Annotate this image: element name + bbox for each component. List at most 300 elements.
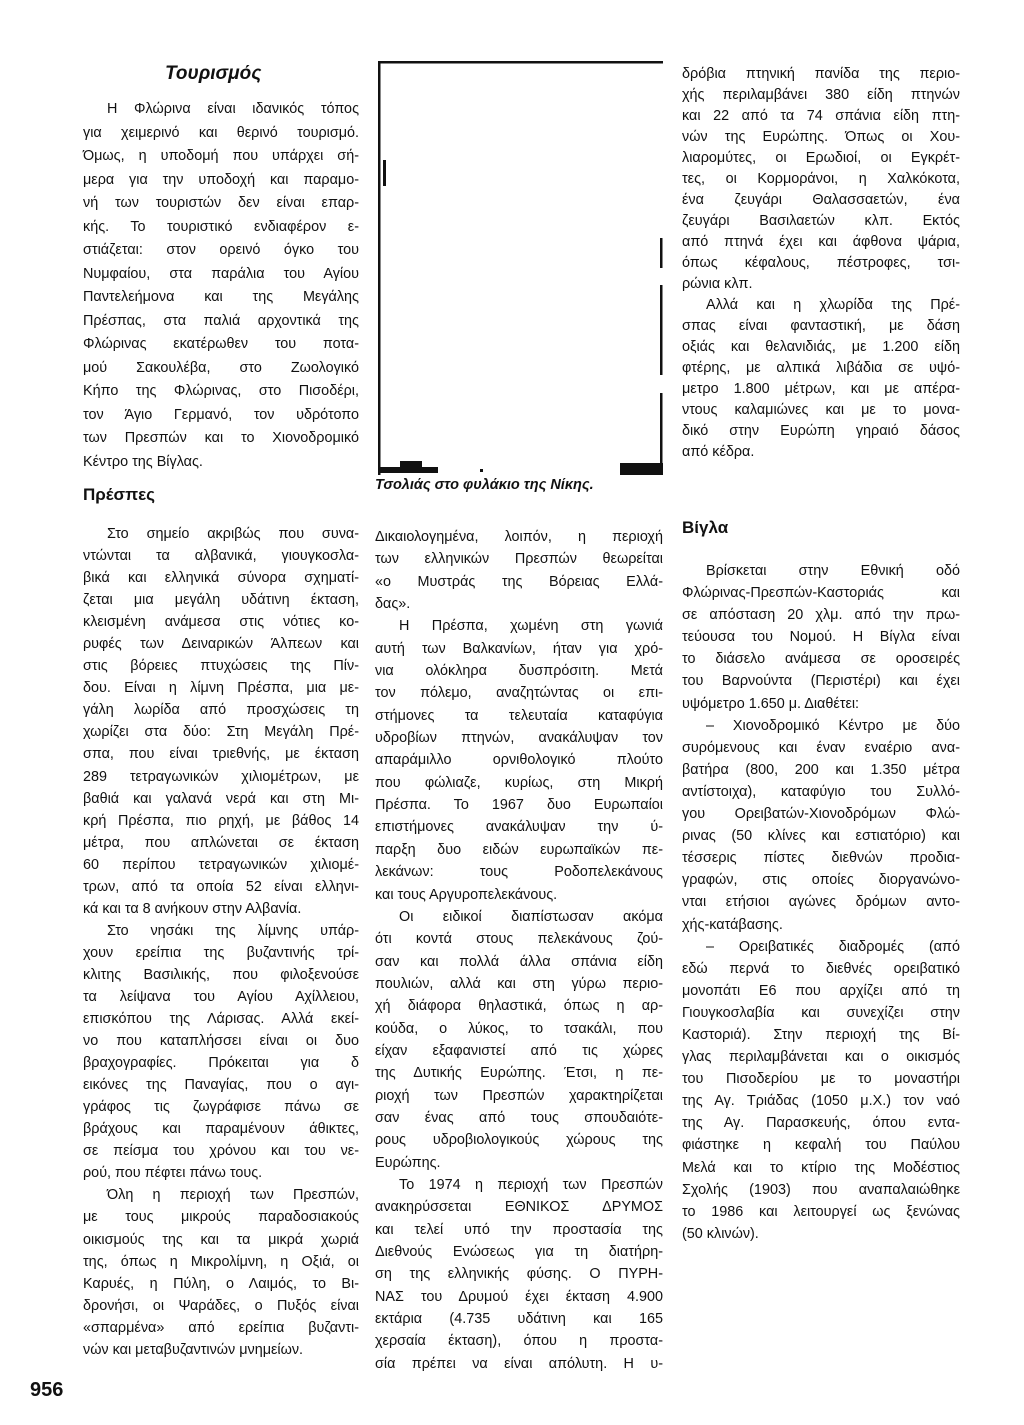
text-line-text: Βρίσκεται στην Εθνική οδό [706, 563, 960, 579]
text-line [375, 1062, 663, 1084]
text-line-text: Φλώρινας εκατέρωθεν του ποτα- [83, 336, 359, 352]
paragraph [682, 936, 960, 1245]
text-line-text: σπα, που είναι τριεθνής, με έκταση [83, 746, 359, 763]
text-line-text: δας». [375, 596, 411, 613]
text-line-text: τρων, από τα οποία 52 είναι ελληνι- [83, 878, 359, 895]
text-line [682, 1223, 960, 1245]
text-line [682, 85, 960, 106]
text-line [682, 232, 960, 253]
text-line-text: βικά και ελληνικά σύνορα σχηματί- [83, 570, 359, 587]
text-line [83, 920, 359, 942]
text-line-text: χής-κατάβασης. [682, 916, 783, 933]
text-line-text: νται ετήσιοι αγώνες δρόμων αντο- [682, 894, 960, 911]
text-line-text: δου. Είναι η λίμνη Πρέσπα, μια με- [83, 680, 359, 697]
text-line [375, 593, 663, 615]
text-line-text: εδώ περνά το διεθνές ορειβατικό [682, 960, 960, 977]
text-line [375, 906, 663, 928]
text-line-text: κλιτης Βασιλικής, που φιλοξενούσε [83, 966, 359, 983]
paragraph [83, 98, 359, 474]
text-line [682, 442, 960, 463]
text-line [83, 677, 359, 699]
page-number: 956 [30, 1379, 64, 1401]
text-line [83, 216, 359, 240]
text-line [375, 1174, 663, 1196]
text-line [83, 942, 359, 964]
text-line-text: τες, οι Κορμοράνοι, η Χαλκόκοτα, [682, 171, 960, 187]
text-line [682, 64, 960, 85]
text-line [682, 316, 960, 337]
text-line-text: ριοχή των Πρεσπών χαρακτηρίζεται [375, 1087, 663, 1104]
text-line [375, 1241, 663, 1263]
text-line-text: της Αγ. Τριάδας (1050 μ.Χ.) τον ναό [682, 1093, 960, 1110]
text-line-text: παρξη δυο ειδών ευρωπαϊκών πε- [375, 841, 663, 858]
text-line [83, 1096, 359, 1118]
text-line-text: γάλη λωρίδα από προσχώσεις τη [83, 702, 359, 719]
text-line-text: υδροβίων πτηνών, ανακάλυψαν τον [375, 730, 663, 747]
text-line-text: συρόμενους και έναν εναέριο ανα- [682, 739, 960, 756]
text-line-text: ρυφές των Δειναρικών Άλπεων και [83, 636, 359, 653]
text-line-text: από πτηνά έχει και άφθονα ψάρια, [682, 234, 960, 250]
text-line-text: Αλλά και η χλωρίδα της Πρέ- [706, 297, 960, 313]
text-line [682, 1201, 960, 1223]
text-line-text: (50 κλινών). [682, 1225, 759, 1242]
text-line-text: σε απόσταση 20 χλμ. από την πρω- [682, 607, 960, 624]
text-line [682, 648, 960, 670]
text-line-text: Πρέσπας, στα παλιά αρχοντικά της [83, 312, 359, 329]
text-line [83, 766, 359, 788]
text-line-text: βράχους και παραμένουν άθικτες, [83, 1121, 359, 1138]
text-line [83, 145, 359, 169]
text-line [375, 1152, 663, 1174]
section-heading-prespes: Πρέσπες [83, 485, 156, 504]
text-line-text: της Αγ. Παρασκευής, όπου εντα- [682, 1115, 960, 1132]
text-line [375, 951, 663, 973]
text-line [682, 1024, 960, 1046]
text-line [682, 759, 960, 781]
text-line [83, 1140, 359, 1162]
text-line [375, 1018, 663, 1040]
text-line-text: βραχογραφίες. Πρόκειται για δ [83, 1055, 359, 1072]
text-line [83, 122, 359, 146]
text-line [83, 357, 359, 381]
text-line [375, 1040, 663, 1062]
text-line-text: Όλη η περιοχή των Πρεσπών, [107, 1187, 359, 1204]
text-line [375, 1219, 663, 1241]
text-line [682, 106, 960, 127]
text-line [83, 523, 359, 545]
text-line-text: των Πρεσπών και το Χιονοδρομικό [83, 430, 359, 446]
text-line [83, 1206, 359, 1228]
text-line-text: 60 περίπου τετραγωνικών χιλιομέ- [83, 856, 359, 873]
text-line-text: νή των τουριστών δεν είναι επαρ- [83, 195, 359, 211]
vigla-text [682, 560, 960, 1245]
text-line-text: κής. Το τουριστικό ενδιαφέρον ε- [83, 218, 359, 235]
paragraph [375, 615, 663, 905]
text-line-text: Γιουγκοσλαβία και συνεχίζει στην [682, 1004, 960, 1021]
text-line-text: ότι κοντά στους πελεκάνους ζού- [375, 931, 663, 948]
text-line [375, 772, 663, 794]
text-line-text: κούδα, ο λύκος, το τσακάλι, που [375, 1020, 663, 1037]
text-line-text: μονοπάτι Ε6 που αρχίζει από τη [682, 982, 960, 999]
text-line [682, 379, 960, 400]
text-line [682, 670, 960, 692]
text-line-text: επιστήμονες ανακάλυψαν την ύ- [375, 819, 663, 836]
text-line [83, 1030, 359, 1052]
text-line-text: που φώλιαζε, κυρίως, στη Μικρή [375, 774, 663, 791]
text-line-text: ζευγάρι Βασιλαετών κλπ. Εκτός [682, 213, 960, 229]
paragraph [375, 906, 663, 1174]
prespes-text [83, 523, 359, 1361]
text-line [682, 358, 960, 379]
text-line-text: δρονήσι, οι Ψαράδες, ο Πυξός είναι [83, 1297, 359, 1314]
text-line [682, 803, 960, 825]
text-line [682, 737, 960, 759]
text-line-text: ρους υδροβιολογικούς χώρους της [375, 1132, 663, 1149]
text-line [83, 743, 359, 765]
text-line-text: λιαρομύτες, οι Ερωδιοί, οι Εγκρέτ- [682, 150, 960, 166]
text-line [83, 192, 359, 216]
text-line-text: λεκάνων: τους Ροδοπελεκάνους [375, 864, 663, 881]
text-line-text: και τους Αργυροπελεκάνους. [375, 886, 558, 903]
text-line [83, 333, 359, 357]
text-line-text: σία πρέπει να είναι απόλυτη. Η υ- [375, 1355, 663, 1372]
paragraph [682, 560, 960, 715]
text-line [83, 1052, 359, 1074]
text-line-text: υψόμετρο 1.650 μ. Διαθέτει: [682, 695, 860, 712]
text-line-text: σαν και πολλά άλλα σπάνια είδη [375, 953, 663, 970]
text-line-text: αυτή των Βαλκανίων, ήταν για χρό- [375, 640, 663, 657]
text-line-text: απαράμιλλο ορνιθολογικό πλούτο [375, 752, 663, 769]
text-line-text: της, όπως η Μικρολίμνη, η Οξιά, οι [83, 1253, 359, 1270]
text-line-text: αντίστοιχα), καταφύγιο του Συλλό- [682, 783, 960, 800]
text-line [682, 253, 960, 274]
text-line [83, 1273, 359, 1295]
text-line-text: Στο σημείο ακριβώς που συνα- [107, 526, 359, 542]
text-line-text: στις βόρειες πτυχώσεις της Πίν- [83, 658, 359, 675]
text-line [682, 127, 960, 148]
text-line [682, 825, 960, 847]
text-line [83, 1074, 359, 1096]
text-line [83, 263, 359, 287]
text-line [83, 832, 359, 854]
text-line [682, 1134, 960, 1156]
text-line-text: από κέδρα. [682, 444, 755, 460]
text-line [375, 816, 663, 838]
text-line-text: κά και τα 8 ανήκουν στην Αλβανία. [83, 900, 302, 917]
paragraph [682, 295, 960, 463]
text-line [375, 727, 663, 749]
text-line [83, 788, 359, 810]
text-line [682, 169, 960, 190]
text-line [83, 567, 359, 589]
text-line-text: είχαν εξαφανιστεί από τις χώρες [375, 1042, 663, 1059]
text-line [682, 190, 960, 211]
text-line [682, 560, 960, 582]
text-line [83, 1229, 359, 1251]
paragraph [375, 1174, 663, 1375]
text-line-text: σε πείσμα του χρόνου και του νε- [83, 1143, 359, 1160]
text-line [83, 310, 359, 334]
text-line [83, 721, 359, 743]
text-line-text: γραφών, στις οποίες διοργανώνο- [682, 872, 960, 889]
text-line-text: γλας περιλαμβάνεται και ο οικισμός [682, 1049, 960, 1066]
text-line [375, 1129, 663, 1151]
paragraph [682, 715, 960, 936]
text-line [682, 274, 960, 295]
text-line [682, 1112, 960, 1134]
text-line-text: Το 1974 η περιοχή των Πρεσπών [399, 1176, 663, 1193]
text-line [682, 1046, 960, 1068]
paragraph [682, 64, 960, 295]
text-line-text: ντους καλαμιώνες και με το μονα- [682, 402, 960, 418]
text-line-text: – Χιονοδρομικό Κέντρο με δύο [706, 717, 960, 734]
text-line [83, 611, 359, 633]
paragraph [375, 526, 663, 615]
tourism-text [83, 98, 359, 474]
text-line-text: βατήρα (800, 200 και 1.350 μέτρα [682, 761, 960, 778]
text-line [375, 1107, 663, 1129]
text-line-text: με τους μικρούς παραδοσιακούς [83, 1209, 359, 1226]
text-line [682, 891, 960, 913]
text-line [375, 548, 663, 570]
text-line [682, 914, 960, 936]
text-line-text: Διεθνούς Ενώσεως για τη διατήρη- [375, 1244, 663, 1260]
text-line [375, 615, 663, 637]
text-line [83, 589, 359, 611]
text-line [83, 633, 359, 655]
text-line-text: όπως κέφαλους, πέστροφες, τσι- [682, 255, 960, 271]
text-line [682, 1179, 960, 1201]
text-line-text: στιάζεται: στον ορεινό όγκο του [83, 242, 359, 258]
text-line [375, 749, 663, 771]
middle-column-text [375, 526, 663, 1375]
text-line [83, 1118, 359, 1140]
text-line-text: γου Ορειβατών-Χιονοδρόμων Φλώ- [682, 806, 960, 823]
text-line [83, 810, 359, 832]
text-line [682, 781, 960, 803]
text-line [375, 638, 663, 660]
text-line [682, 626, 960, 648]
text-line [83, 1339, 359, 1361]
text-line-text: μερα για την υποδοχή και παραμο- [83, 171, 359, 188]
photo-frame [378, 61, 663, 475]
text-line-text: ζεται μια μεγάλη υδάτινη έκταση, [83, 592, 359, 609]
text-line-text: Κέντρο της Βίγλας. [83, 453, 203, 470]
text-line [682, 980, 960, 1002]
text-line-text: χή διάφορα θηλαστικά, όπως η αρ- [375, 998, 663, 1015]
text-line [682, 869, 960, 891]
text-line [682, 693, 960, 715]
text-line-text: χουν ερείπια της βυζαντινής τρί- [83, 944, 359, 961]
text-line [83, 239, 359, 263]
text-line [375, 1085, 663, 1107]
text-line [375, 1263, 663, 1285]
text-line-text: 289 τετραγωνικών χιλιομέτρων, με [83, 768, 359, 785]
text-line-text: του Πισοδερίου με το μοναστήρι [682, 1071, 960, 1088]
text-line [83, 854, 359, 876]
text-line [682, 936, 960, 958]
text-line-text: «σπαρμένα» από ερείπια βυζαντι- [83, 1319, 359, 1336]
section-heading-vigla: Βίγλα [682, 518, 729, 537]
text-line-text: φιάστηκε η κεφαλή του Παύλου [682, 1137, 960, 1154]
text-line-text: στήμονες τα τελευταία καταφύγια [375, 707, 663, 724]
text-line-text: τεύουσα του Νομού. Η Βίγλα είναι [682, 629, 960, 646]
text-line [375, 526, 663, 548]
text-line [682, 604, 960, 626]
text-line-text: το διάσελο ανάμεσα σε οροσειρές [682, 651, 960, 668]
text-line-text: Η Φλώρινα είναι ιδανικός τόπος [107, 101, 359, 117]
text-line-text: ένα ζευγάρι Θαλασσαετών, ένα [682, 192, 960, 208]
text-line [83, 655, 359, 677]
text-line-text: μετρο 1.800 μέτρων, και με απέρα- [682, 381, 960, 397]
text-line-text: εκτάρια (4.735 υδάτινη και 165 [375, 1311, 663, 1328]
text-line [83, 286, 359, 310]
text-line-text: Νυμφαίου, στα παράλια του Αγίου [83, 265, 359, 282]
text-line-text: και 22 από τα 74 σπάνια είδη πτη- [682, 108, 960, 124]
text-line [682, 1157, 960, 1179]
text-line-text: κρή Πρέσπα, πιο ρηχή, με βάθος 14 [83, 812, 359, 829]
text-line [375, 1286, 663, 1308]
text-line-text: Ευρώπης. [375, 1154, 441, 1171]
photo-caption: Τσολιάς στο φυλάκιο της Νίκης. [375, 477, 594, 493]
text-line-text: κλεισμένη ανάμεσα στις νότιες κο- [83, 614, 359, 631]
text-line [375, 928, 663, 950]
text-line-text: Στο νησάκι της λίμνης υπάρ- [107, 922, 359, 939]
text-line [682, 400, 960, 421]
text-line [83, 1008, 359, 1030]
text-line [83, 169, 359, 193]
text-line-text: Μελά και το κτίριο της Μοδέστιος [682, 1159, 960, 1176]
text-line-text: τα λείψανα του Αγίου Αχίλλειου, [83, 988, 359, 1005]
text-line [682, 958, 960, 980]
text-line-text: φτέρης, με αλπικά λιβάδια σε υψό- [682, 360, 960, 376]
text-line [682, 337, 960, 358]
text-line-text: ανακηρύσσεται ΕΘΝΙΚΟΣ ΔΡΥΜΟΣ [375, 1199, 663, 1216]
text-line [682, 582, 960, 604]
text-line [83, 98, 359, 122]
section-heading-tourism: Τουρισμός [165, 63, 262, 84]
text-line [83, 380, 359, 404]
text-line-text: Καρυές, η Πύλη, ο Λαιμός, το Βι- [83, 1275, 359, 1292]
text-line-text: ρινας (50 κλίνες και εστιατόριο) και [682, 828, 960, 845]
text-line [682, 421, 960, 442]
text-line [83, 451, 359, 475]
text-line-text: του Βαρνούντα (Περιστέρι) και έχει [682, 673, 960, 690]
text-line [375, 794, 663, 816]
text-line-text: ντώνται τα αλβανικά, γιουγκοσλα- [83, 548, 359, 565]
text-line [682, 847, 960, 869]
text-line [375, 973, 663, 995]
right-column-text [682, 64, 960, 463]
paragraph [83, 920, 359, 1185]
text-line-text: σαν ένας από τους σπουδαιότε- [375, 1109, 663, 1126]
text-line-text: μού Σακουλέβα, στο Ζωολογικό [83, 359, 359, 376]
text-line-text: ρώνια κλπ. [682, 276, 753, 292]
text-line-text: Δικαιολογημένα, λοιπόν, η περιοχή [375, 529, 663, 545]
text-line [83, 876, 359, 898]
text-line-text: Σχολής (1903) που αναπαλαιώθηκε [682, 1181, 960, 1198]
text-line [375, 660, 663, 682]
text-line [83, 1251, 359, 1273]
text-line-text: Όμως, η υποδομή που υπάρχει σή- [83, 148, 359, 164]
paragraph [83, 1184, 359, 1360]
text-line-text: της Δυτικής Ευρώπης. Έτσι, η πε- [375, 1065, 663, 1082]
text-line-text: τον πόλεμο, αναζητώντας οι επι- [375, 685, 663, 702]
text-line [83, 1162, 359, 1184]
text-line-text: επισκόπου της Λάρισας. Αλλά εκεί- [83, 1011, 359, 1028]
text-line-text: το 1986 και λειτουργεί ως ξενώνας [682, 1203, 960, 1220]
text-line-text: νών της Ευρώπης. Όπως οι Χου- [682, 129, 960, 145]
text-line-text: ρού, που πέφτει πάνω τους. [83, 1165, 263, 1182]
text-line [83, 699, 359, 721]
text-line [682, 1002, 960, 1024]
text-line-text: και τελεί υπό την προστασία της [375, 1221, 663, 1238]
paragraph [83, 523, 359, 920]
text-line-text: Καστοριά). Στην περιοχή της Βί- [682, 1026, 960, 1043]
text-line [83, 404, 359, 428]
text-line [375, 861, 663, 883]
text-line-text: μέτρα, που απλώνεται σε έκταση [83, 834, 359, 851]
text-line-text: «ο Μυστράς της Βόρειας Ελλά- [375, 573, 663, 590]
text-line [375, 884, 663, 906]
text-line [83, 1317, 359, 1339]
text-line-text: των ελληνικών Πρεσπών θεωρείται [375, 551, 663, 568]
text-line-text: ΝΑΣ του Δρυμού έχει έκταση 4.900 [375, 1288, 663, 1305]
text-line-text: Οι ειδικοί διαπίστωσαν ακόμα [399, 908, 663, 925]
text-line [682, 211, 960, 232]
text-line [375, 839, 663, 861]
text-line [375, 1353, 663, 1375]
text-line [375, 1308, 663, 1330]
text-line [375, 1330, 663, 1352]
text-line-text: δρόβια πτηνική πανίδα της περιο- [682, 66, 960, 82]
text-line-text: βαθιά και γαλανά νερά και στη Μι- [83, 790, 359, 807]
text-line [83, 986, 359, 1008]
text-line-text: – Ορειβατικές διαδρομές (από [706, 938, 960, 955]
text-line-text: δικό στην Ευρώπη γηραιό δάσος [682, 423, 960, 439]
text-line [682, 295, 960, 316]
text-line-text: χωρίζει στα δύο: Στη Μεγάλη Πρέ- [83, 724, 359, 741]
text-line-text: Η Πρέσπα, χωμένη στη γωνιά [399, 618, 663, 635]
text-line-text: νο που καταπλήσσει είναι οι δυο [83, 1033, 359, 1050]
text-line-text: Κήπο της Φλώρινας, στο Πισοδέρι, [83, 383, 359, 399]
text-line-text: σπας είναι φανταστική, με δάση [682, 318, 960, 334]
text-line-text: γράφος τις ζωγράφισε πάνω σε [83, 1099, 359, 1116]
text-line [83, 545, 359, 567]
text-line-text: Παντελεήμονα και της Μεγάλης [83, 289, 359, 305]
text-line [83, 898, 359, 920]
text-line [375, 1196, 663, 1218]
text-line-text: οξιάς και θελανιδιάς, με 1.200 είδη [682, 339, 960, 355]
text-line-text: ση της ελληνικής φύσης. Ο ΠΥΡΗ- [375, 1266, 663, 1283]
text-line [375, 705, 663, 727]
text-line [682, 148, 960, 169]
text-line [375, 995, 663, 1017]
text-line [682, 1068, 960, 1090]
text-line [83, 1184, 359, 1206]
text-line [83, 427, 359, 451]
text-line-text: οικισμούς της και τα μικρά χωριά [83, 1231, 359, 1248]
text-line-text: νια ολόκληρα δυσπρόσιτη. Μετά [375, 663, 663, 680]
text-line [375, 571, 663, 593]
text-line-text: Φλώρινας-Πρεσπών-Καστοριάς και [682, 585, 960, 602]
text-line-text: χής περιλαμβάνει 380 είδη πτηνών [682, 87, 960, 103]
text-line-text: νών και μεταβυζαντινών μνημείων. [83, 1341, 304, 1358]
text-line [83, 1295, 359, 1317]
text-line-text: τέσσερις πίστες διεθνών προδια- [682, 850, 960, 867]
text-line-text: για χειμερινό και θερινό τουρισμό. [83, 124, 359, 141]
text-line [83, 964, 359, 986]
